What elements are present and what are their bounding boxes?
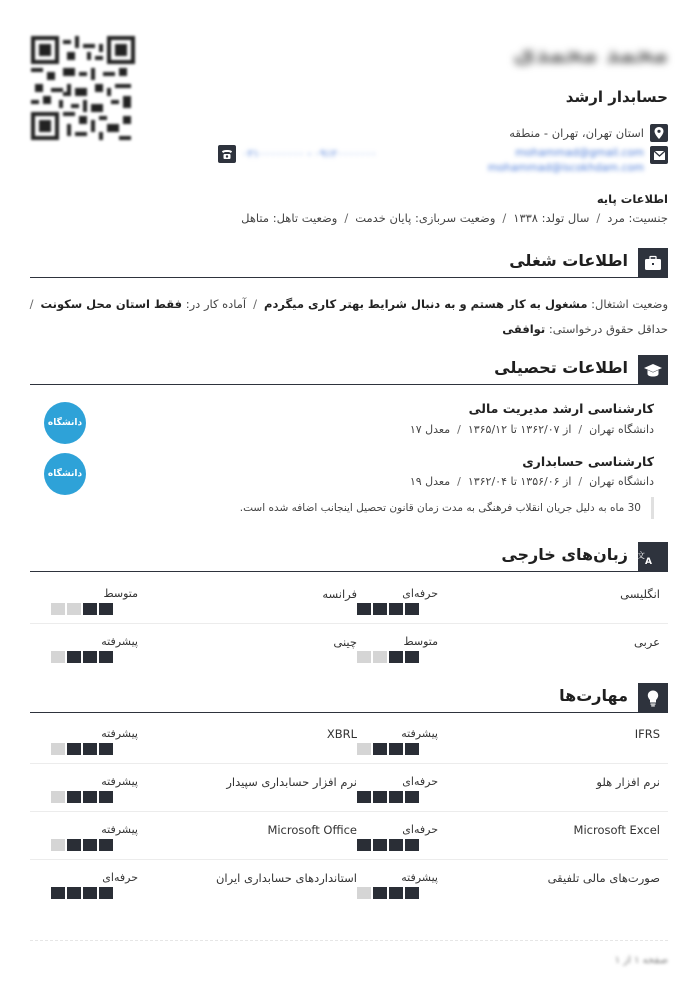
grid-row	[30, 764, 668, 812]
footer-divider	[30, 940, 668, 941]
level-square	[357, 791, 371, 803]
level-square	[357, 887, 371, 899]
level-bar	[51, 791, 113, 803]
item-level: حرفه‌ای	[402, 823, 438, 836]
level-square	[389, 743, 403, 755]
level-square	[51, 839, 65, 851]
item-level: حرفه‌ای	[402, 775, 438, 788]
item-level: متوسط	[403, 635, 438, 648]
edu-gpa: معدل ۱۹	[409, 475, 451, 488]
level-square	[83, 603, 97, 615]
email-link-secondary[interactable]: mohammad@iscokhdam.com	[487, 162, 644, 174]
military-status: وضعیت سربازی: پایان خدمت	[355, 211, 496, 225]
job-section-header	[30, 248, 668, 278]
salary-value: توافقی	[502, 322, 546, 336]
level-square	[83, 791, 97, 803]
edu-degree-1: کارشناسی ارشد مدیریت مالی	[468, 401, 654, 416]
education-section-header	[30, 355, 668, 385]
basic-info-line: جنسیت: مرد/سال تولد: ۱۳۳۸/وضعیت سربازی: پایان خدمت/وضعیت تاهل: متاهل	[241, 211, 668, 225]
level-square	[51, 791, 65, 803]
level-square	[67, 887, 81, 899]
level-square	[389, 791, 403, 803]
education-section-title: اطلاعات تحصیلی	[494, 358, 628, 377]
level-bar	[357, 791, 419, 803]
level-square	[51, 651, 65, 663]
level-bar	[51, 743, 113, 755]
languages-section-header	[30, 542, 668, 572]
item-name: IFRS	[634, 727, 660, 741]
level-square	[357, 743, 371, 755]
edu-meta-1: دانشگاه تهران/از ۱۳۶۲/۰۷ تا ۱۳۶۵/۱۲/معدل ۱۷	[409, 423, 654, 436]
item-name: نرم افزار هلو	[596, 775, 660, 789]
page-number: صفحه ۱ از ۱	[614, 955, 668, 966]
level-square	[389, 651, 403, 663]
salary-label: حداقل حقوق درخواستی:	[548, 322, 668, 336]
level-square	[99, 791, 113, 803]
location-pin-icon	[650, 124, 668, 142]
item-name: چینی	[333, 635, 357, 649]
edu-meta-2: دانشگاه تهران/از ۱۳۵۶/۰۶ تا ۱۳۶۲/۰۴/معدل ۱۹	[409, 475, 654, 488]
job-section-title: اطلاعات شغلی	[509, 251, 628, 270]
job-status-value: مشغول به کار هستم و به دنبال شرایط بهتر کاری میگردم	[264, 297, 588, 311]
level-square	[405, 887, 419, 899]
languages-grid	[30, 576, 668, 672]
level-square	[373, 839, 387, 851]
level-square	[67, 743, 81, 755]
level-square	[405, 743, 419, 755]
skills-section-header	[30, 683, 668, 713]
item-name: Microsoft Excel	[573, 823, 660, 837]
birth-year: سال تولد: ۱۳۳۸	[513, 211, 590, 225]
skills-grid	[30, 716, 668, 908]
email-link[interactable]: mohammad@gmail.com	[515, 147, 644, 159]
item-level: حرفه‌ای	[102, 871, 138, 884]
svg-text:文: 文	[637, 551, 645, 560]
level-square	[67, 791, 81, 803]
level-square	[373, 887, 387, 899]
lightbulb-icon	[638, 683, 668, 713]
item-level: حرفه‌ای	[402, 587, 438, 600]
level-bar	[51, 839, 113, 851]
phone-icon	[218, 145, 236, 163]
level-square	[67, 839, 81, 851]
job-status-label: وضعیت اشتغال:	[591, 297, 668, 311]
level-square	[373, 791, 387, 803]
level-square	[405, 651, 419, 663]
level-bar	[357, 651, 419, 663]
level-square	[99, 651, 113, 663]
item-name: انگلیسی	[620, 587, 660, 601]
qr-code	[31, 36, 135, 140]
level-square	[83, 743, 97, 755]
university-logo-text: دانشگاه	[47, 469, 83, 479]
level-square	[389, 887, 403, 899]
basic-info-title: اطلاعات پایه	[596, 192, 668, 206]
grid-row	[30, 576, 668, 624]
grid-row	[30, 860, 668, 908]
level-square	[51, 603, 65, 615]
languages-section-title: زبان‌های خارجی	[501, 545, 628, 564]
email-row	[488, 146, 668, 176]
item-name: استانداردهای حسابداری ایران	[215, 871, 357, 885]
level-square	[373, 651, 387, 663]
level-square	[99, 887, 113, 899]
level-bar	[51, 651, 113, 663]
grid-row	[30, 812, 668, 860]
translate-icon	[638, 542, 668, 572]
item-level: پیشرفته	[101, 775, 138, 788]
location-text: استان تهران، تهران - منطقه	[509, 126, 644, 140]
edu-university: دانشگاه تهران	[589, 423, 654, 436]
phone-row	[218, 145, 377, 163]
level-square	[67, 651, 81, 663]
marital-status: وضعیت تاهل: متاهل	[241, 211, 338, 225]
edu-university: دانشگاه تهران	[589, 475, 654, 488]
level-bar	[357, 603, 419, 615]
level-square	[99, 839, 113, 851]
item-name: Microsoft Office	[267, 823, 357, 837]
edu-period: از ۱۳۶۲/۰۷ تا ۱۳۶۵/۱۲	[467, 423, 572, 436]
job-status-line: وضعیت اشتغال: مشغول به کار هستم و به دنبال شرایط بهتر کاری میگردم/آماده کار در: فقط استان محل سکونت/	[29, 297, 668, 311]
edu-degree-2: کارشناسی حسابداری	[522, 454, 654, 469]
graduation-cap-icon	[638, 355, 668, 385]
item-level: متوسط	[103, 587, 138, 600]
svg-text:A: A	[645, 557, 652, 567]
level-square	[405, 603, 419, 615]
level-square	[357, 839, 371, 851]
salary-line	[502, 322, 668, 336]
skills-section-title: مهارت‌ها	[559, 686, 628, 705]
candidate-name: محمد محمدی	[513, 40, 668, 68]
item-name: نرم افزار حسابداری سپیدار	[226, 775, 357, 789]
location-row	[509, 124, 668, 142]
level-square	[389, 603, 403, 615]
envelope-icon	[650, 146, 668, 164]
level-square	[99, 603, 113, 615]
item-level: پیشرفته	[401, 871, 438, 884]
email-list	[488, 146, 644, 176]
item-level: پیشرفته	[101, 823, 138, 836]
level-square	[83, 651, 97, 663]
level-square	[405, 839, 419, 851]
ready-label: آماده کار در:	[185, 297, 247, 311]
university-logo	[44, 453, 86, 495]
level-square	[373, 603, 387, 615]
edu-period: از ۱۳۵۶/۰۶ تا ۱۳۶۲/۰۴	[467, 475, 572, 488]
item-name: فرانسه	[322, 587, 357, 601]
level-square	[405, 791, 419, 803]
job-title: حسابدار ارشد	[565, 88, 668, 106]
level-square	[389, 839, 403, 851]
level-bar	[51, 887, 113, 899]
level-square	[99, 743, 113, 755]
level-square	[357, 603, 371, 615]
level-bar	[357, 887, 419, 899]
gender: جنسیت: مرد	[607, 211, 668, 225]
item-name: عربی	[634, 635, 660, 649]
level-square	[83, 839, 97, 851]
level-bar	[357, 743, 419, 755]
edu-gpa: معدل ۱۷	[409, 423, 451, 436]
level-square	[51, 743, 65, 755]
level-square	[67, 603, 81, 615]
level-square	[357, 651, 371, 663]
grid-row	[30, 624, 668, 672]
level-bar	[357, 839, 419, 851]
item-level: پیشرفته	[101, 727, 138, 740]
level-square	[373, 743, 387, 755]
level-square	[83, 887, 97, 899]
phone-numbers[interactable]: ۰۹۱۲۰۰۰۰۰۰۰ - ۰۲۱۰۰۰۰۰۰۰۰	[242, 148, 377, 160]
education-note: 30 ماه به دلیل جریان انقلاب فرهنگی به مدت زمان قانون تحصیل اینجانب اضافه شده است.	[240, 497, 654, 519]
item-level: پیشرفته	[401, 727, 438, 740]
ready-value: فقط استان محل سکونت	[40, 297, 183, 311]
level-square	[51, 887, 65, 899]
item-name: XBRL	[326, 727, 357, 741]
university-logo	[44, 402, 86, 444]
grid-row	[30, 716, 668, 764]
item-level: پیشرفته	[101, 635, 138, 648]
briefcase-icon	[638, 248, 668, 278]
level-bar	[51, 603, 113, 615]
item-name: صورت‌های مالی تلفیقی	[547, 871, 660, 885]
university-logo-text: دانشگاه	[47, 418, 83, 428]
